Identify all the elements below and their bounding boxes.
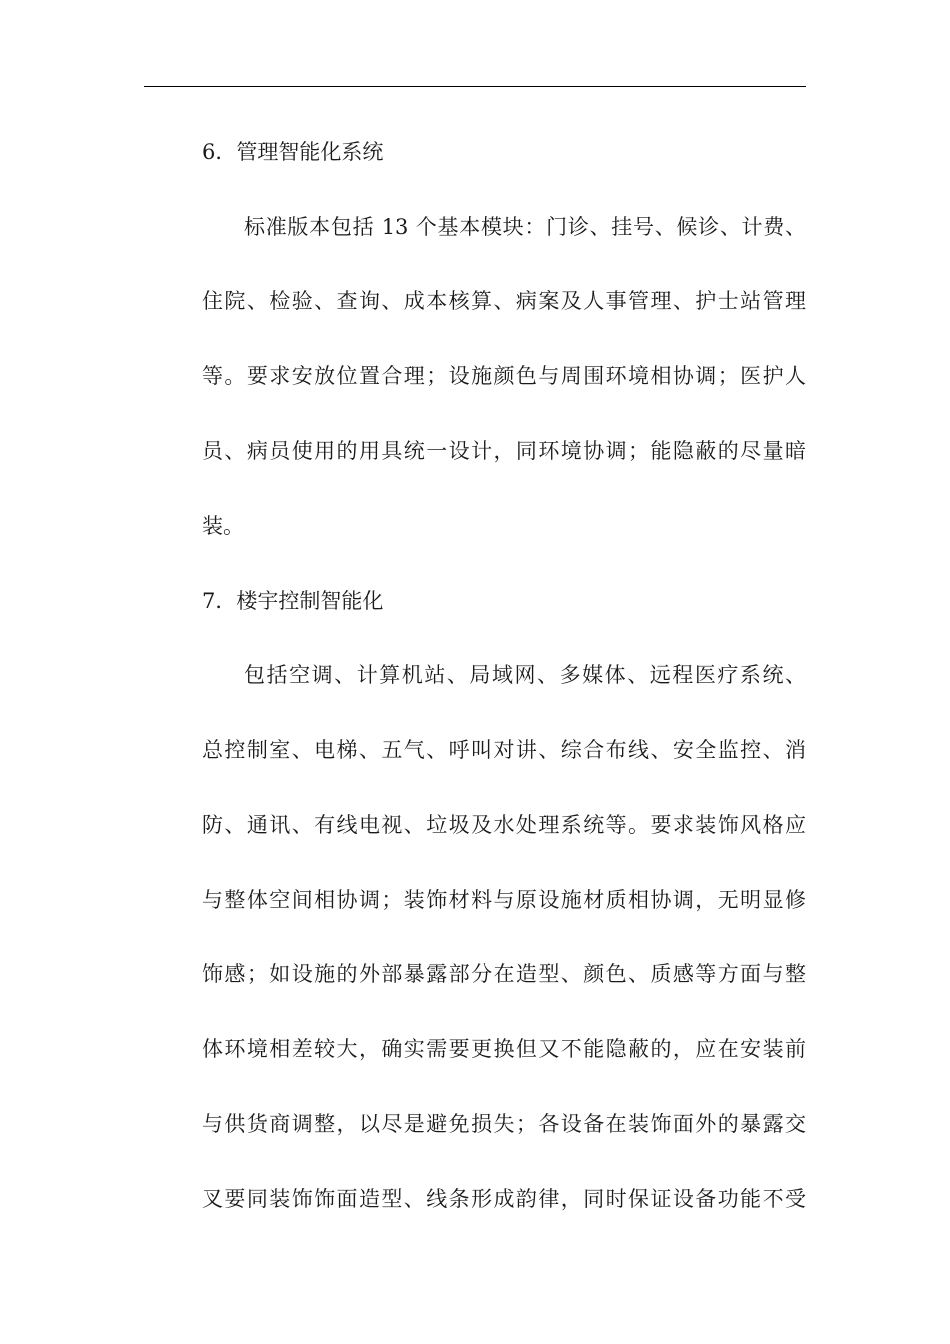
paragraph-line: 叉要同装饰饰面造型、线条形成韵律，同时保证设备功能不受 (202, 1187, 806, 1211)
paragraph-line: 标准版本包括 13 个基本模块：门诊、挂号、候诊、计费、 (244, 215, 806, 239)
paragraph-line: 与整体空间相协调；装饰材料与原设施材质相协调，无明显修 (202, 888, 806, 912)
paragraph-line: 与供货商调整，以尽是避免损失；各设备在装饰面外的暴露交 (202, 1112, 806, 1136)
header-rule (144, 86, 806, 87)
section-heading-6: 6．管理智能化系统 (202, 140, 384, 164)
paragraph-line: 等。要求安放位置合理；设施颜色与周围环境相协调；医护人 (202, 364, 806, 388)
paragraph-line: 体环境相差较大，确实需要更换但又不能隐蔽的，应在安装前 (202, 1037, 806, 1061)
paragraph-line: 员、病员使用的用具统一设计，同环境协调；能隐蔽的尽量暗 (202, 439, 806, 463)
paragraph-line: 饰感；如设施的外部暴露部分在造型、颜色、质感等方面与整 (202, 962, 806, 986)
paragraph-line: 包括空调、计算机站、局域网、多媒体、远程医疗系统、 (244, 663, 806, 687)
paragraph-line: 总控制室、电梯、五气、呼叫对讲、综合布线、安全监控、消 (202, 738, 806, 762)
paragraph-line: 住院、检验、查询、成本核算、病案及人事管理、护士站管理 (202, 289, 806, 313)
paragraph-line: 装。 (202, 514, 244, 538)
paragraph-line: 防、通讯、有线电视、垃圾及水处理系统等。要求装饰风格应 (202, 813, 806, 837)
section-heading-7: 7．楼宇控制智能化 (202, 589, 384, 613)
